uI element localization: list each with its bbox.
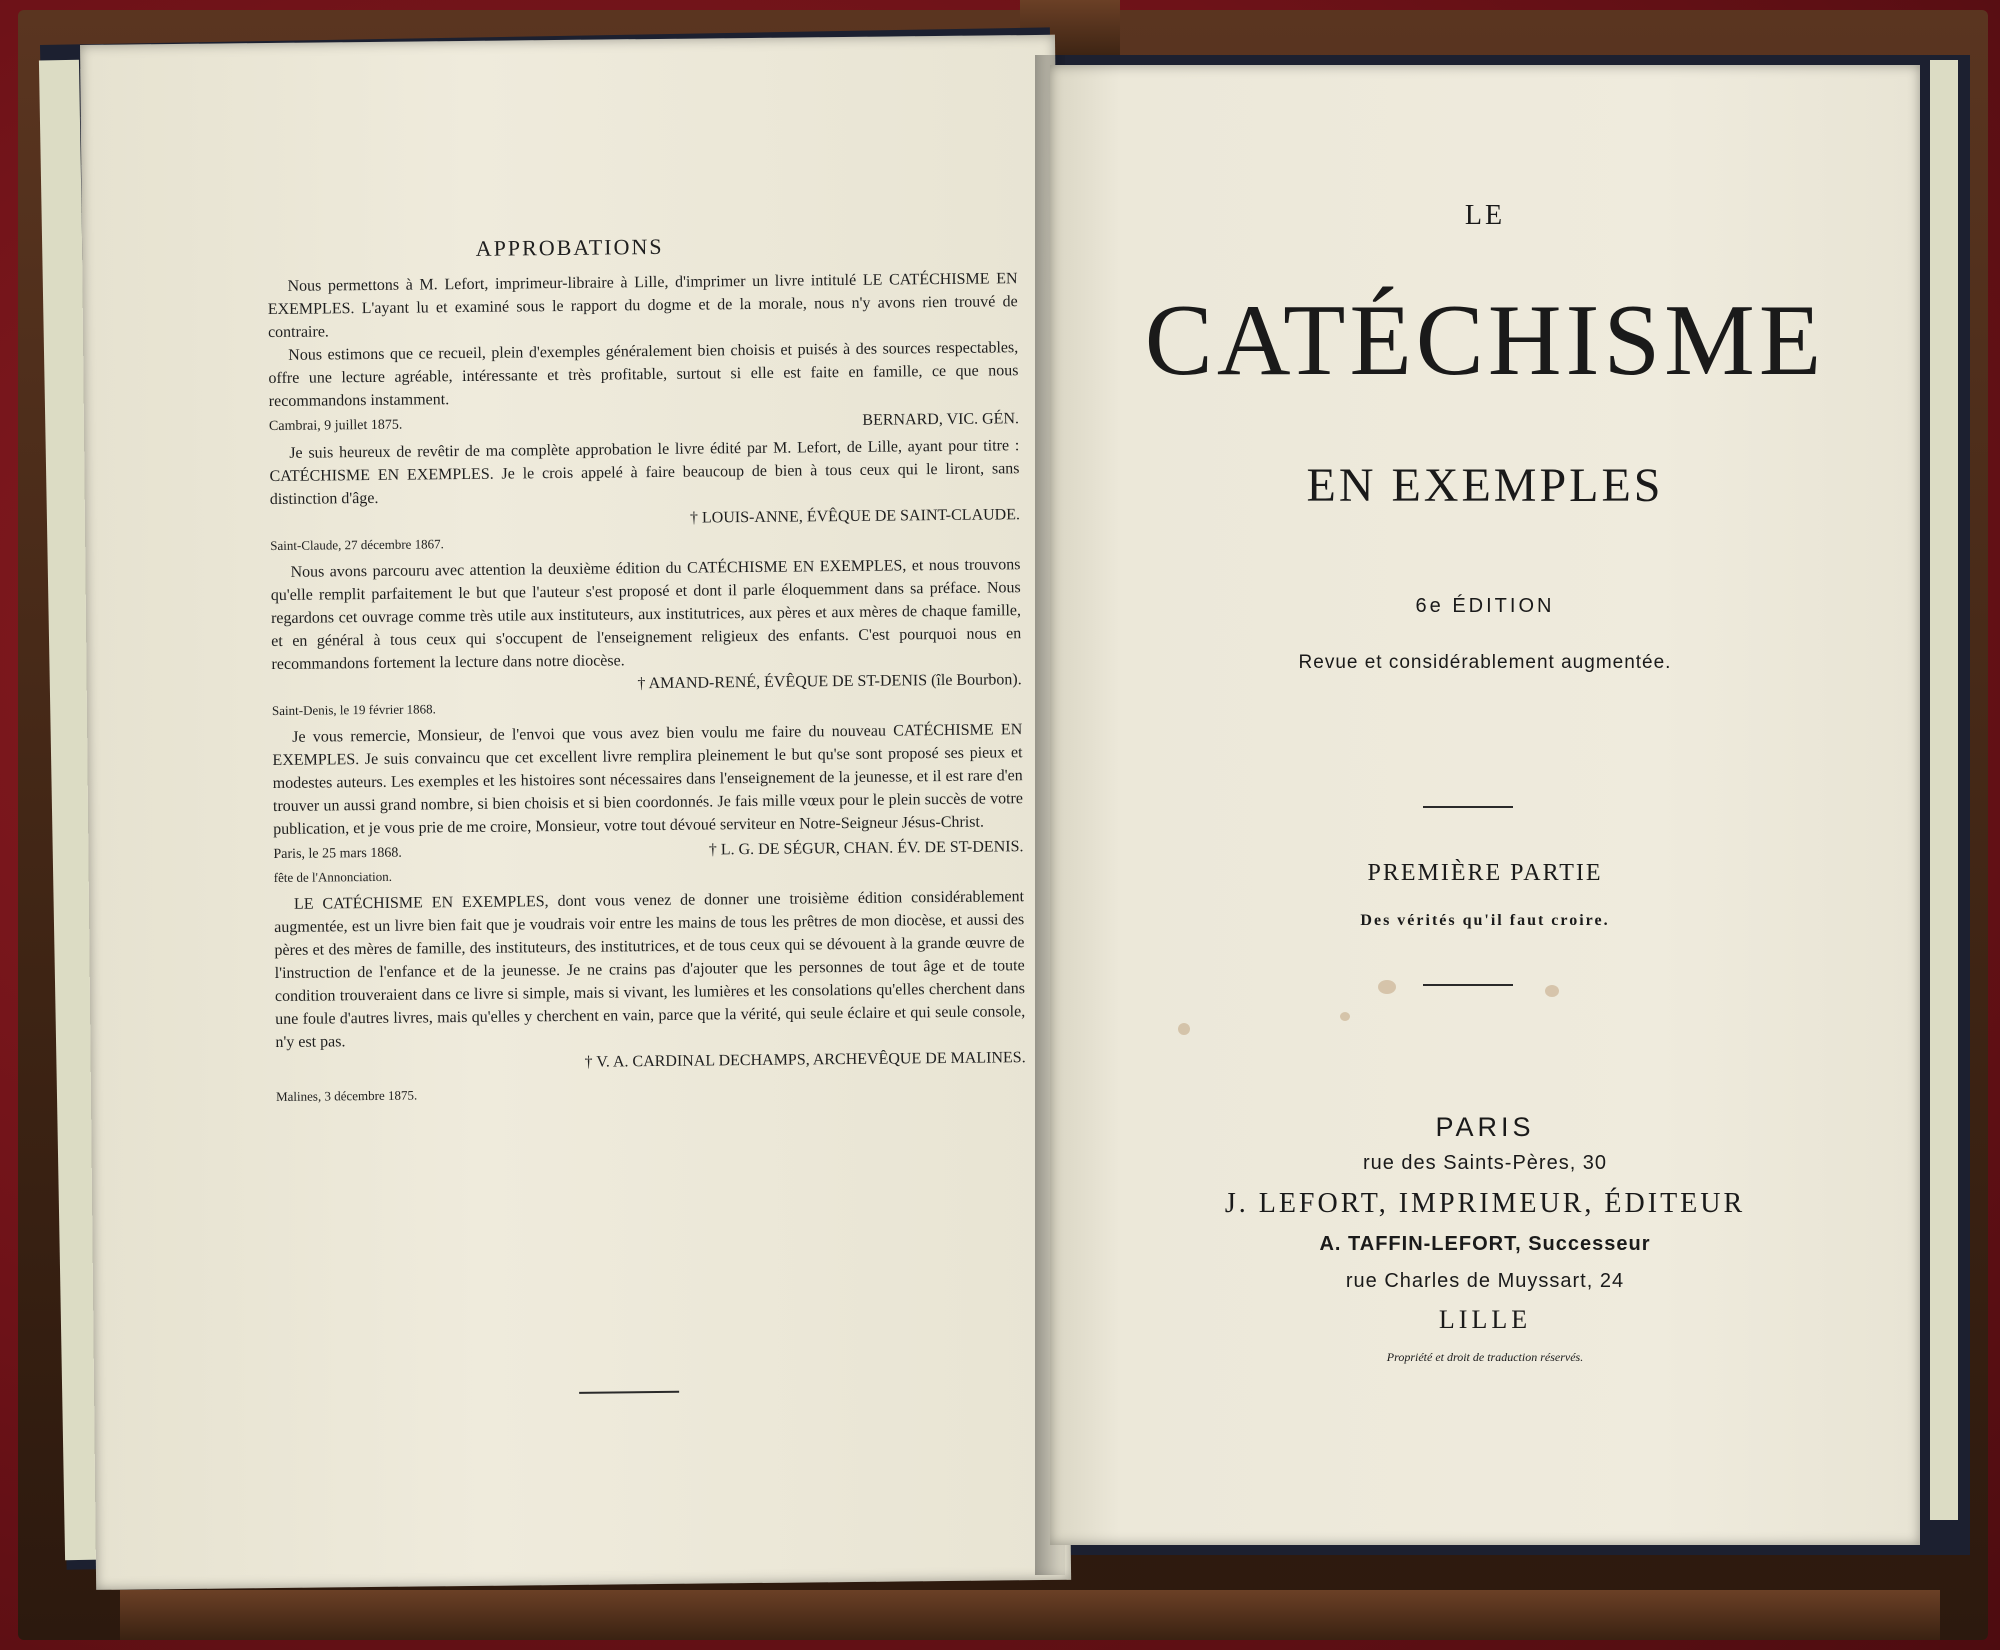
approval-2-date: Saint-Claude, 27 décembre 1867. [270, 536, 444, 554]
title-rule-1 [1423, 806, 1513, 808]
foxing-spot [1340, 1012, 1350, 1021]
foxing-spot [1378, 980, 1396, 994]
revision-note: Revue et considérablement augmentée. [1298, 652, 1672, 673]
foxing-spot [1545, 985, 1559, 997]
publisher-successor: A. TAFFIN-LEFORT, Successeur [1319, 1233, 1651, 1255]
publisher-name: J. LEFORT, IMPRIMEUR, ÉDITEUR [1224, 1188, 1746, 1219]
title-article: LE [1464, 200, 1506, 231]
publisher-city: PARIS [1435, 1112, 1535, 1142]
approval-4-feast: fête de l'Annonciation. [273, 868, 393, 886]
approval-5: LE CATÉCHISME EN EXEMPLES, dont vous venez de donner une troisième édition considérablement augmentée, est un livre bien fait que je voudrais voir entre les mains de tous les prêtres de mon diocèse, et aussi des pères et des mères de famille, des instituteurs, des institutrices, et de tous ceux qui se dévouent à la grande œuvre de l'instruction de l'enfance et de la jeunesse. Je ne crains pas d'ajouter que les personnes de tout âge et de toute condition trouveraient dans ce livre si simple, mais si vivant, les lumières et les consolations qu'elles cherchent dans une foule d'autres livres, mais qu'elles y cherchent en vain, parce que la vérité, qui seule éclaire et qui seule console, n'y est pas. [274, 888, 1026, 1052]
approval-1-date: Cambrai, 9 juillet 1875. [268, 417, 403, 435]
title-rule-2 [1423, 984, 1513, 986]
approval-5-date: Malines, 3 décembre 1875. [275, 1087, 418, 1105]
stand-bottom-bar [120, 1590, 1940, 1640]
left-page [80, 35, 1071, 1590]
rights-notice: Propriété et droit de traduction réservés. [1386, 1350, 1584, 1364]
part-subtitle: Des vérités qu'il faut croire. [1360, 912, 1610, 929]
part-heading: PREMIÈRE PARTIE [1367, 860, 1603, 886]
edition-label: 6e ÉDITION [1415, 595, 1555, 617]
approval-1: Nous permettons à M. Lefort, imprimeur-libraire à Lille, d'imprimer un livre intitulé LE CATÉCHISME EN EXEMPLES. L'ayant lu et examiné sous le rapport du dogme et de la morale, nous n'y avons rien trouvé de contraire. [267, 270, 1018, 342]
publisher-city-2: LILLE [1438, 1305, 1532, 1334]
foxing-spot [1178, 1023, 1190, 1035]
book-title: CATÉCHISME [1144, 284, 1826, 397]
approval-1b: Nous estimons que ce recueil, plein d'exemples généralement bien choisis et puisés à des sources respectables, offre une lecture agréable, intéressante et très profitable, surtout si elle est faite en famille, ce que nous recommandons instamment. [268, 339, 1019, 411]
publisher-address-1: rue des Saints-Pères, 30 [1362, 1152, 1608, 1174]
approval-3-signature: † AMAND-RENÉ, ÉVÊQUE DE ST-DENIS (île Bourbon). [637, 671, 1022, 693]
approval-4-signature: † L. G. DE SÉGUR, CHAN. ÉV. DE ST-DENIS. [708, 838, 1024, 859]
approval-4-date: Paris, le 25 mars 1868. [273, 845, 402, 863]
approval-2: Je suis heureux de revêtir de ma complète approbation le livre édité par M. Lefort, de Lille, ayant pour titre : CATÉCHISME EN EXEMPLES. Je le crois appelé à faire beaucoup de bien à tous ceux qui le liront, sans distinction d'âge. [269, 437, 1020, 509]
approval-3-date: Saint-Denis, le 19 février 1868. [271, 701, 436, 719]
approval-2-signature: † LOUIS-ANNE, ÉVÊQUE DE SAINT-CLAUDE. [689, 506, 1021, 527]
right-cover-edge [1930, 60, 1958, 1520]
approbations-text [267, 267, 1026, 1108]
approval-3: Nous avons parcouru avec attention la deuxième édition du CATÉCHISME EN EXEMPLES, et nous trouvons qu'elle remplit parfaitement le but que l'auteur s'est proposé et dont il parle éloquemment dans sa préface. Nous regardons cet ouvrage comme très utile aux instituteurs, aux institutrices, aux pères et aux mères de chaque famille, et en général à tous ceux qui s'occupent de l'enseignement religieux des enfants. C'est pourquoi nous en recommandons fortement la lecture dans notre diocèse. [270, 556, 1022, 674]
book-subtitle: EN EXEMPLES [1306, 459, 1664, 512]
publisher-address-2: rue Charles de Muyssart, 24 [1345, 1270, 1625, 1292]
approval-1-signature: BERNARD, VIC. GÉN. [862, 410, 1020, 429]
approval-5-signature: † V. A. CARDINAL DECHAMPS, ARCHEVÊQUE DE MALINES. [584, 1049, 1026, 1071]
approval-4: Je vous remercie, Monsieur, de l'envoi que vous avez bien voulu me faire du nouveau CATÉCHISME EN EXEMPLES. Je suis convaincu que cet excellent livre remplira pleinement le but qu'se sont proposé ses pieux et modestes auteurs. Les exemples et les histoires sont nécessaires dans l'enseignement de la jeunesse, et il est rare d'en trouver un aussi grand nombre, si bien choisis et si bien coordonnés. Je fais mille vœux pour le plein succès de votre publication, et je vous prie de me croire, Monsieur, votre tout dévoué serviteur en Notre-Seigneur Jésus-Christ. [272, 721, 1024, 839]
approbations-heading: APPROBATIONS [475, 233, 664, 261]
left-page-end-rule [579, 1391, 679, 1394]
